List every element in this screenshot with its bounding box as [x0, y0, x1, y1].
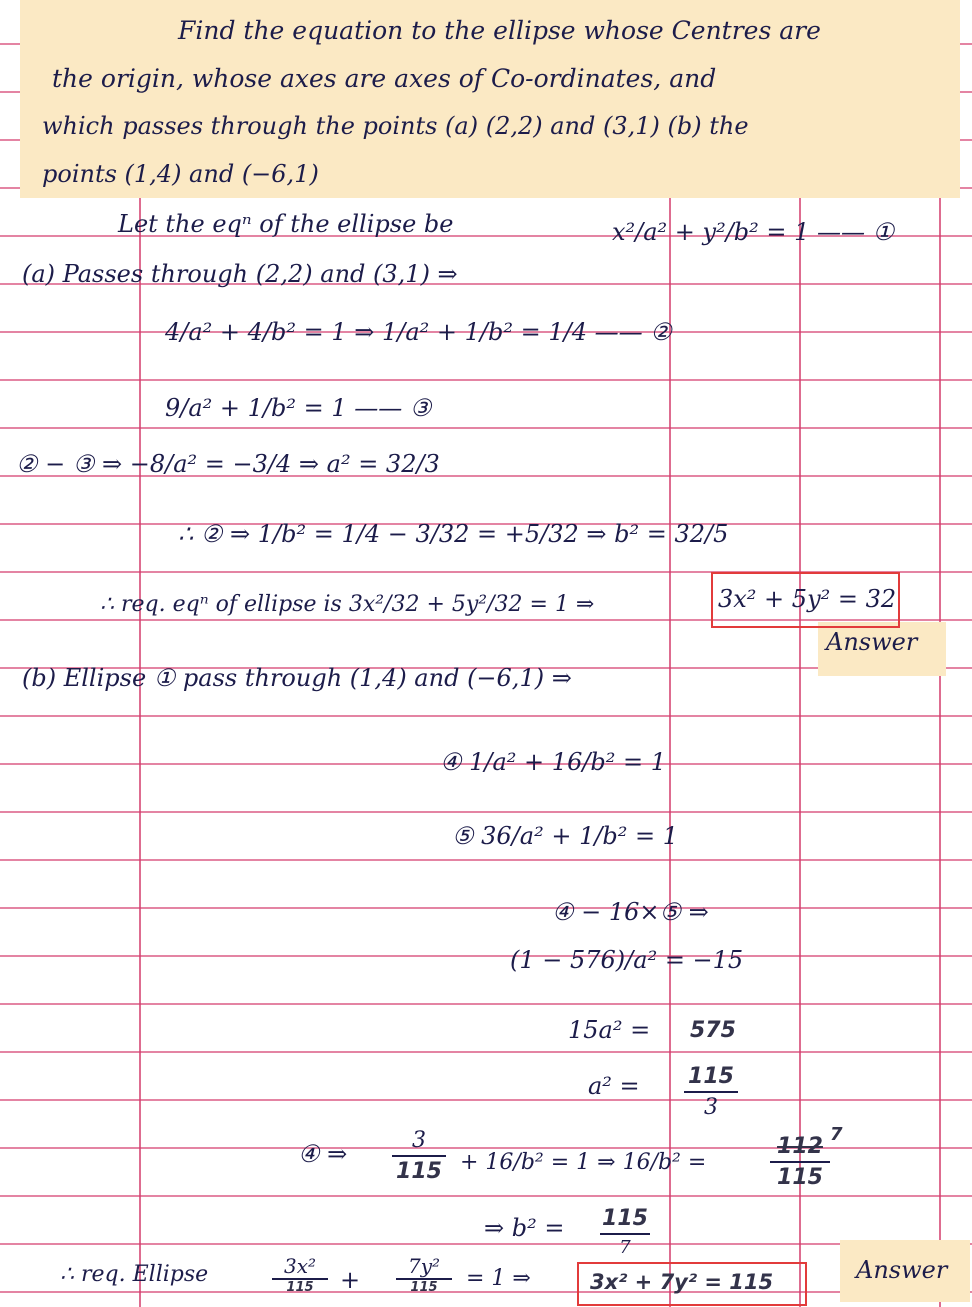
solution-intro-equation: x²/a² + y²/b² = 1 —— ① — [612, 218, 895, 246]
step-15a2-rhs: 575 — [690, 1018, 736, 1043]
step-g-denominator: 115 — [396, 1159, 442, 1184]
solution-intro: Let the eqⁿ of the ellipse be — [118, 210, 454, 238]
step-g-numerator: 3 — [412, 1128, 426, 1153]
req-b-frac1-numerator: 3x² — [283, 1254, 317, 1278]
step-subtract: ② − ③ ⇒ −8/a² = −3/4 ⇒ a² = 32/3 — [16, 450, 440, 478]
answer-a: 3x² + 5y² = 32 — [718, 585, 897, 613]
equation-3: 9/a² + 1/b² = 1 —— ③ — [165, 394, 432, 422]
step-g-superscript: 7 — [830, 1124, 843, 1145]
required-equation-a: ∴ req. eqⁿ of ellipse is 3x²/32 + 5y²/32 = 1 ⇒ — [100, 592, 595, 617]
step-a2-fraction — [684, 1064, 738, 1120]
step-g-right-fraction — [770, 1134, 830, 1190]
step-h-numerator: 115 — [602, 1206, 648, 1231]
required-equation-b: ∴ req. Ellipse — [60, 1262, 209, 1287]
equation-5: ⑤ 36/a² + 1/b² = 1 — [452, 822, 679, 850]
req-b-fraction-1 — [272, 1254, 328, 1295]
step-combine: ④ − 16×⑤ ⇒ — [552, 898, 709, 926]
answer-b: 3x² + 7y² = 115 — [590, 1270, 774, 1294]
step-g-fraction — [392, 1128, 446, 1184]
equation-4: ④ 1/a² + 16/b² = 1 — [440, 748, 667, 776]
answer-b-label: Answer — [856, 1256, 948, 1284]
req-b-fraction-2 — [396, 1254, 452, 1295]
fraction-bar — [770, 1161, 830, 1163]
step-h-denominator: 7 — [619, 1237, 631, 1258]
step-a2-numerator: 115 — [688, 1064, 734, 1089]
part-b-label: (b) Ellipse ① pass through (1,4) and (−6,1) ⇒ — [22, 664, 572, 692]
question-line-2: the origin, whose axes are axes of Co-ordinates, and — [52, 64, 717, 93]
fraction-bar — [600, 1233, 650, 1235]
question-line-3: which passes through the points (a) (2,2) and (3,1) (b) the — [42, 112, 749, 140]
step-h-fraction — [600, 1206, 650, 1258]
question-line-1: Find the equation to the ellipse whose Centres are — [178, 16, 821, 45]
equation-2: 4/a² + 4/b² = 1 ⇒ 1/a² + 1/b² = 1/4 —— ② — [165, 318, 672, 346]
step-g-middle: + 16/b² = 1 ⇒ 16/b² = — [460, 1150, 707, 1175]
step-g-right-denominator: 115 — [777, 1165, 823, 1190]
step-a2-denominator: 3 — [704, 1095, 718, 1120]
req-b-tail: = 1 ⇒ — [466, 1266, 531, 1291]
step-h-lhs: ⇒ b² = — [484, 1214, 565, 1242]
answer-a-label: Answer — [826, 628, 918, 656]
step-difference: (1 − 576)/a² = −15 — [510, 946, 744, 974]
part-a-label: (a) Passes through (2,2) and (3,1) ⇒ — [22, 260, 458, 288]
fraction-bar — [392, 1155, 446, 1157]
step-b-squared: ∴ ② ⇒ 1/b² = 1/4 − 3/32 = +5/32 ⇒ b² = 32/5 — [178, 520, 729, 548]
req-b-frac1-denominator: 115 — [286, 1280, 314, 1295]
question-line-4: points (1,4) and (−6,1) — [42, 160, 319, 188]
step-15a2-lhs: 15a² = — [568, 1016, 651, 1044]
step-g-right-numerator: 112 — [777, 1134, 823, 1159]
step-a2-lhs: a² = — [588, 1072, 640, 1100]
step-g-lhs: ④ ⇒ — [298, 1140, 348, 1168]
req-b-frac2-denominator: 115 — [410, 1280, 438, 1295]
plus-sign: + — [340, 1266, 361, 1294]
fraction-bar — [684, 1091, 738, 1093]
req-b-frac2-numerator: 7y² — [407, 1254, 441, 1278]
